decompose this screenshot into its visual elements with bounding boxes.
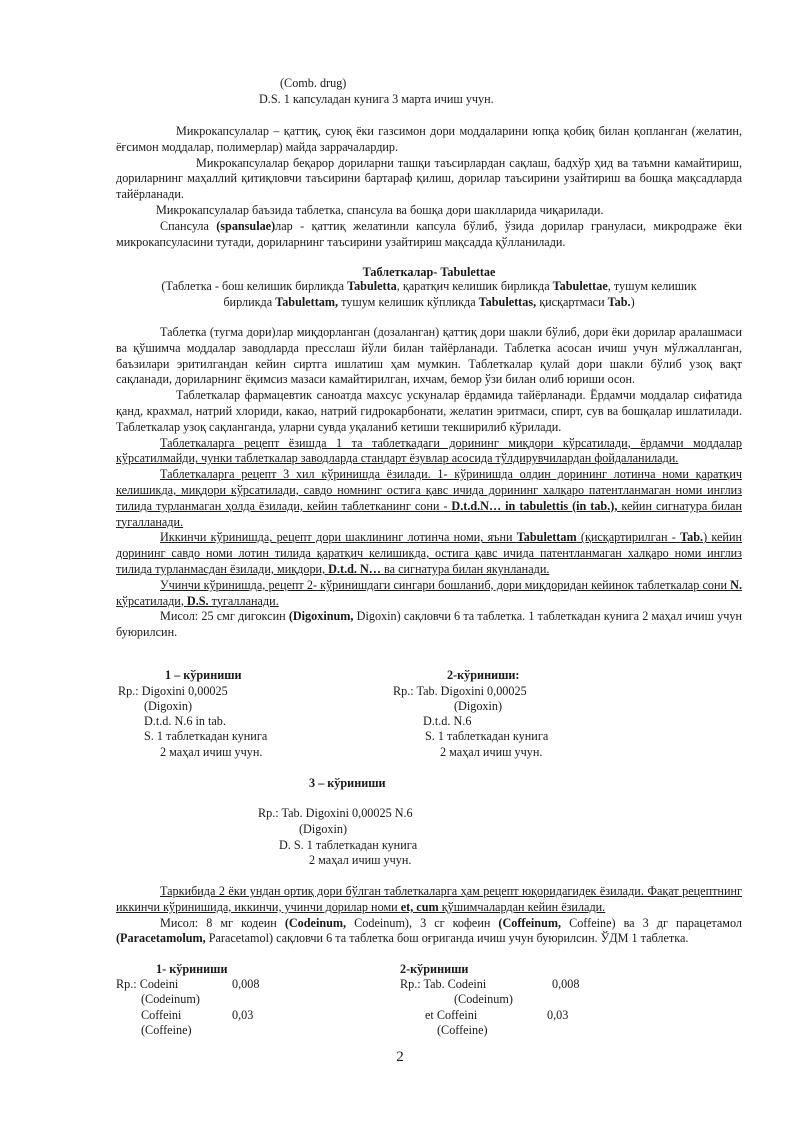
- rx-line: (Coffeine): [437, 1023, 488, 1037]
- paragraph: Мисол: 25 смг дигоксин (Digoxinum, Digoxin) сақловчи 6 та таблетка. 1 таблеткадан кунига 2 маҳал ичиш учун буюрилсин.: [116, 609, 742, 640]
- rx-value: 0,03: [232, 1008, 254, 1022]
- rx-heading: 1- кўриниши: [156, 962, 228, 976]
- page-number: 2: [396, 1049, 404, 1065]
- rx-line: (Digoxin): [144, 699, 193, 713]
- rx-line: D.t.d. N.6 in tab.: [144, 714, 226, 728]
- rx-value: 0,03: [547, 1008, 569, 1022]
- rx-line: (Codeinum): [454, 992, 513, 1006]
- rx-line: S. 1 таблеткадан кунига: [144, 729, 268, 743]
- rx-line: Rp.: Codeini: [116, 977, 179, 991]
- combo-section: [116, 884, 742, 947]
- rx-heading: 1 – кўриниши: [165, 668, 242, 682]
- rx-line: D.t.d. N.6: [423, 714, 472, 728]
- rx-line: Rp.: Tab. Codeini: [400, 977, 487, 991]
- rx-line: Coffeini: [141, 1008, 182, 1022]
- rx-line: Rp.: Digoxini 0,00025: [118, 684, 228, 698]
- rx-line: (Digoxin): [454, 699, 503, 713]
- rx-line: 2 маҳал ичиш учун.: [160, 745, 263, 759]
- rx-heading: 2-кўриниши: [400, 962, 469, 976]
- tablet-section: [116, 325, 742, 641]
- rx-value: 0,008: [552, 977, 580, 991]
- section-heading: Таблеткалар- Tabulettae: [362, 265, 496, 279]
- rx-line: S. 1 таблеткадан кунига: [425, 729, 549, 743]
- rx-line: D. S. 1 таблеткадан кунига: [279, 838, 418, 852]
- ds-line: D.S. 1 капсуладан кунига 3 марта ичиш учун.: [259, 92, 494, 106]
- section-subheading: (Таблетка - бош келишик бирликда Tabuletta, қаратқич келишик бирликда Tabulettae, тушум келишик бирликда Tabulettam, тушум келишик кўпликда Tabulettas, қисқартмаси Tab.): [161, 279, 697, 309]
- paragraph: Микрокапсулалар – қаттиқ, суюқ ёки газсимон дори моддаларини юпқа қобиқ билан қопланган (желатин, ёғсимон моддалар, полимерлар) майда заррачалардир.: [116, 124, 742, 154]
- paragraph: Таблеткалар фармацевтик саноатда махсус ускуналар ёрдамида тайёрланади. Ёрдамчи моддалар сифатида қанд, крахмал, натрий хлориди, какао, натрий гидрокарбонати, желатин эритмаси, спирт, сув ва бошқалар ишлатилади. Таблеткалар узоқ сақланганда, уларни сувда уқаланиб кетиши текширилиб кўрилади.: [116, 388, 742, 434]
- rx-line: (Digoxin): [299, 822, 348, 836]
- rx-line: Rp.: Tab. Digoxini 0,00025: [393, 684, 527, 698]
- paragraph: Таблеткаларга рецепт 3 хил кўринишда ёзилади. 1- кўринишда олдин дорининг лотинча номи қаратқич келишикда, миқдори кўрсатилади, савдо номнинг остига қавс ичида дорининг халқаро патентланмаган номи инглиз тилида турланмаган ҳолда ёзилади, кейин таблетканинг сони - D.t.d.N… in tabulettis (in tab.), кейин сигнатура билан тугалланади.: [116, 467, 742, 529]
- paragraph: Мисол: 8 мг кодеин (Codeinum, Codeinum), 3 сг кофеин (Coffeinum, Coffeine) ва 3 дг парацетамол (Paracetamolum, Paracetamol) сақловчи 6 та таблетка бош оғриганда ичиш учун буюрилсин. ЎДМ 1 таблетка.: [116, 915, 742, 946]
- comb-drug-line: (Comb. drug): [280, 76, 347, 90]
- paragraph: Микрокапсулалар баъзида таблетка, спансула ва бошқа дори шаклларида чиқарилади.: [156, 202, 604, 217]
- paragraph: Таблеткаларга рецепт ёзишда 1 та таблеткадаги дорининг миқдори кўрсатилади, ёрдамчи моддалар кўрсатилмайди, чунки таблеткалар заводларда стандарт ёзувлар асосида тўлдирувчилардан фойдаланилади.: [116, 435, 742, 466]
- rx-line: 2 маҳал ичиш учун.: [440, 745, 543, 759]
- paragraph: Таблетка (тугма дори)лар миқдорланган (дозаланган) қаттиқ дори шакли бўлиб, дори ёки дорилар аралашмаси ва қўшимча моддалар заводларда пресслаш йўли билан тайёрланади. Таблетка асосан ичиш учун мўлжалланган, баъзилари эритилгандан кейин сиртга ишлатиш ҳам мумкин. Таблеткалар қулай дори шакли бўлиб узоқ вақт сақланади, дориларнинг ёқимсиз мазаси камайтирилган, ихчам, бемор ўзи билан олиб юриши осон.: [116, 325, 742, 387]
- rx-line: et Coffeini: [425, 1008, 478, 1022]
- rx-line: Rp.: Tab. Digoxini 0,00025 N.6: [258, 806, 413, 820]
- rx-heading: 3 – кўриниши: [309, 776, 386, 790]
- rx-line: (Codeinum): [141, 992, 200, 1006]
- rx-heading: 2-кўриниши:: [447, 668, 520, 682]
- paragraph: Учинчи кўринишда, рецепт 2- кўринишдаги сингари бошланиб, дори миқдоридан кейинок таблеткалар сони N. кўрсатилади, D.S. тугалланади.: [116, 577, 742, 608]
- rx-line: (Coffeine): [141, 1023, 192, 1037]
- paragraph: Микрокапсулалар беқарор дориларни ташқи таъсирлардан сақлаш, бадхўр ҳид ва таъмни камайтириш, дориларнинг маҳаллий қитиқловчи таъсирини бартараф қилиш, дорилар таъсирини узайтириш ва бошқа мақсадларда тайёрланади.: [116, 155, 742, 202]
- rx-value: 0,008: [232, 977, 260, 991]
- paragraph: Иккинчи кўринишда, рецепт дори шаклининг лотинча номи, яъни Tabulettam (қисқартирилган - Tab.) кейин дорининг савдо номи лотин тилида қаратқич келишикда, остига қавс ичида патентланмаган халқаро номи инглиз тилида турланмасдан ёзилади, миқдори, D.t.d. N… ва сигнатура билан якунланади.: [116, 530, 742, 576]
- microcapsule-section: [116, 124, 742, 250]
- paragraph: Спансула (spansulae)лар - қаттиқ желатинли капсула бўлиб, ўзида дорилар грануласи, микродраже ёки микрокапсуласини тутади, дориларнинг таъсирини узайтириш мақсадда қўлланилади.: [116, 218, 742, 249]
- paragraph: Таркибида 2 ёки ундан ортиқ дори бўлган таблеткаларга ҳам рецепт юқоридагидек ёзилади. Фақат рецептнинг иккинчи кўринишида, иккинчи, учинчи дорилар номи et, cum қўшимчалардан кейин ёзилади.: [116, 884, 742, 914]
- rx-line: 2 маҳал ичиш учун.: [309, 853, 412, 867]
